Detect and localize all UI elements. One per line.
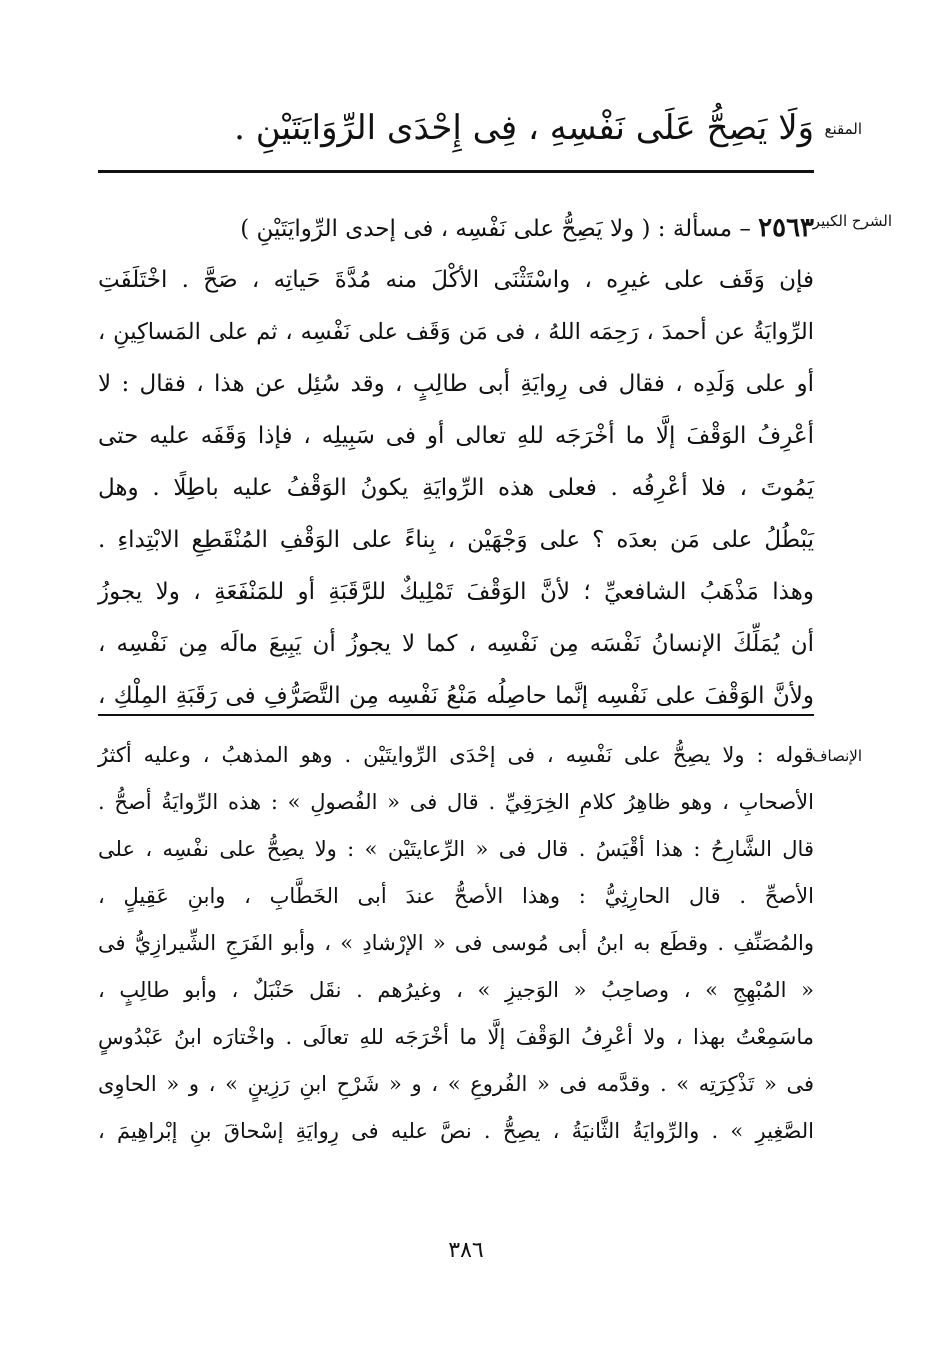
insaf-line: الأصحِّ . قال الحارِثِيُّ : وهذا الأصحُّ عندَ أبى الخَطَّابِ ، وابنِ عَقِيلٍ ، (98, 884, 814, 908)
insaf-line: قال الشَّارِحُ : هذا أقْيَسُ . قال فى « الرِّعايتَيْن » : ولا يصِحُّ على نفْسِه ، على (98, 837, 814, 861)
sharh-line: يَمُوتَ ، فلا أعْرِفُه . فعلى هذه الرِّوايَةِ يكونُ الوَقْفُ عليه باطِلًا . وهل (98, 475, 814, 501)
muqni-divider (98, 170, 814, 173)
insaf-line: ماسَمِعْتُ بهذا ، ولا أعْرِفُ الوَقْفَ إلَّا ما أخْرَجَه للهِ تعالَى . واخْتارَه ابنُ عَبْدُوسٍ (98, 1025, 814, 1049)
sharh-line (98, 202, 814, 254)
insaf-label: الإنصاف (811, 747, 862, 765)
insaf-body (98, 732, 814, 1155)
page-number: ٣٨٦ (448, 1238, 484, 1263)
sharh-line: وهذا مَذْهَبُ الشافعيِّ ؛ لأنَّ الوَقْفَ تَمْلِيكٌ للرَّقَبَةِ أو للمَنْفَعَةِ ، ولا يجوزُ (98, 579, 814, 605)
insaf-line: فى « تَذْكِرَتِه » . وقدَّمه فى « الفُروعِ » ، و « شَرْحِ ابنِ رَزِينٍ » ، و « الحاوِى (98, 1072, 814, 1096)
sharh-line: فإن وَقَف على غيرِه ، واسْتَثْنَى الأكْلَ منه مُدَّةَ حَياتِه ، صَحَّ . اخْتَلَفَتِ (98, 267, 814, 293)
sharh-line: أن يُمَلِّكَ الإنسانُ نَفْسَه مِن نَفْسِه ، كما لا يجوزُ أن يَبِيعَ مالَه مِن نَفْسِه ، (98, 631, 814, 657)
sharh-line: يَبْطُلُ على مَن بعدَه ؟ على وَجْهَيْن ، بِناءً على الوَقْفِ المُنْقَطِعِ الابْتِداءِ . (98, 527, 814, 553)
insaf-line: الأصحابِ ، وهو ظاهِرُ كلامِ الخِرَقِيِّ . قال فى « الفُصولِ » : هذه الرِّوايَةُ أصحُّ . (98, 790, 814, 814)
sharh-line: أو على وَلَدِه ، فقال فى رِوايَةِ أبى طالِبٍ ، وقد سُئِل عن هذا ، فقال : لا (98, 371, 814, 397)
sharh-label: الشرح الكبير (812, 212, 892, 230)
insaf-line: قوله : ولا يصِحُّ على نَفْسِه ، فى إحْدَى الرِّوايتَيْن . وهو المذهبُ ، وعليه أكثرُ (98, 743, 814, 767)
sharh-line-text: – مسألة : ( ولا يَصِحُّ على نَفْسِه ، فى إحدى الرِّوايَتَيْنِ ) (240, 216, 751, 242)
insaf-line: الصَّغِيرِ » . والرِّوايَةُ الثَّانيَةُ ، يصِحُّ . نصَّ عليه فى رِوايَةِ إسْحاقَ بنِ إبْراهِيمَ ، (98, 1119, 814, 1143)
insaf-line: والمُصَنِّفِ . وقطَع به ابنُ أبى مُوسى فى « الإرْشادِ » ، وأبو الفَرَجِ الشِّيرازِيُّ فى (98, 931, 814, 955)
masala-number: ٢٥٦٣ (758, 213, 814, 243)
muqni-label: المقنع (824, 120, 862, 138)
muqni-text: وَلَا يَصِحُّ عَلَى نَفْسِهِ ، فِى إِحْدَى الرِّوَايَتَيْنِ . (234, 108, 814, 148)
sharh-line: الرِّوايَةُ عن أحمدَ ، رَحِمَه اللهُ ، فى مَن وَقَف على نَفْسِه ، ثم على المَساكِينِ ، (98, 319, 814, 345)
sharh-body (98, 202, 814, 722)
sharh-divider (98, 714, 814, 716)
sharh-line: ولأنَّ الوَقْفَ على نَفْسِه إنَّما حاصِلُه مَنْعُ نَفْسِه مِن التَّصَرُّفِ فى رَقَبَةِ المِلْكِ ، (98, 683, 814, 709)
sharh-line: أعْرِفُ الوَقْفَ إلَّا ما أخْرَجَه للهِ تعالى أو فى سَبِيلِه ، فإذا وَقَفَه عليه حتى (98, 423, 814, 449)
insaf-line: « المُبْهِجِ » ، وصاحِبُ « الوَجيزِ » ، وغيرُهم . نقَل حَنْبَلٌ ، وأبو طالِبٍ ، (98, 978, 814, 1002)
